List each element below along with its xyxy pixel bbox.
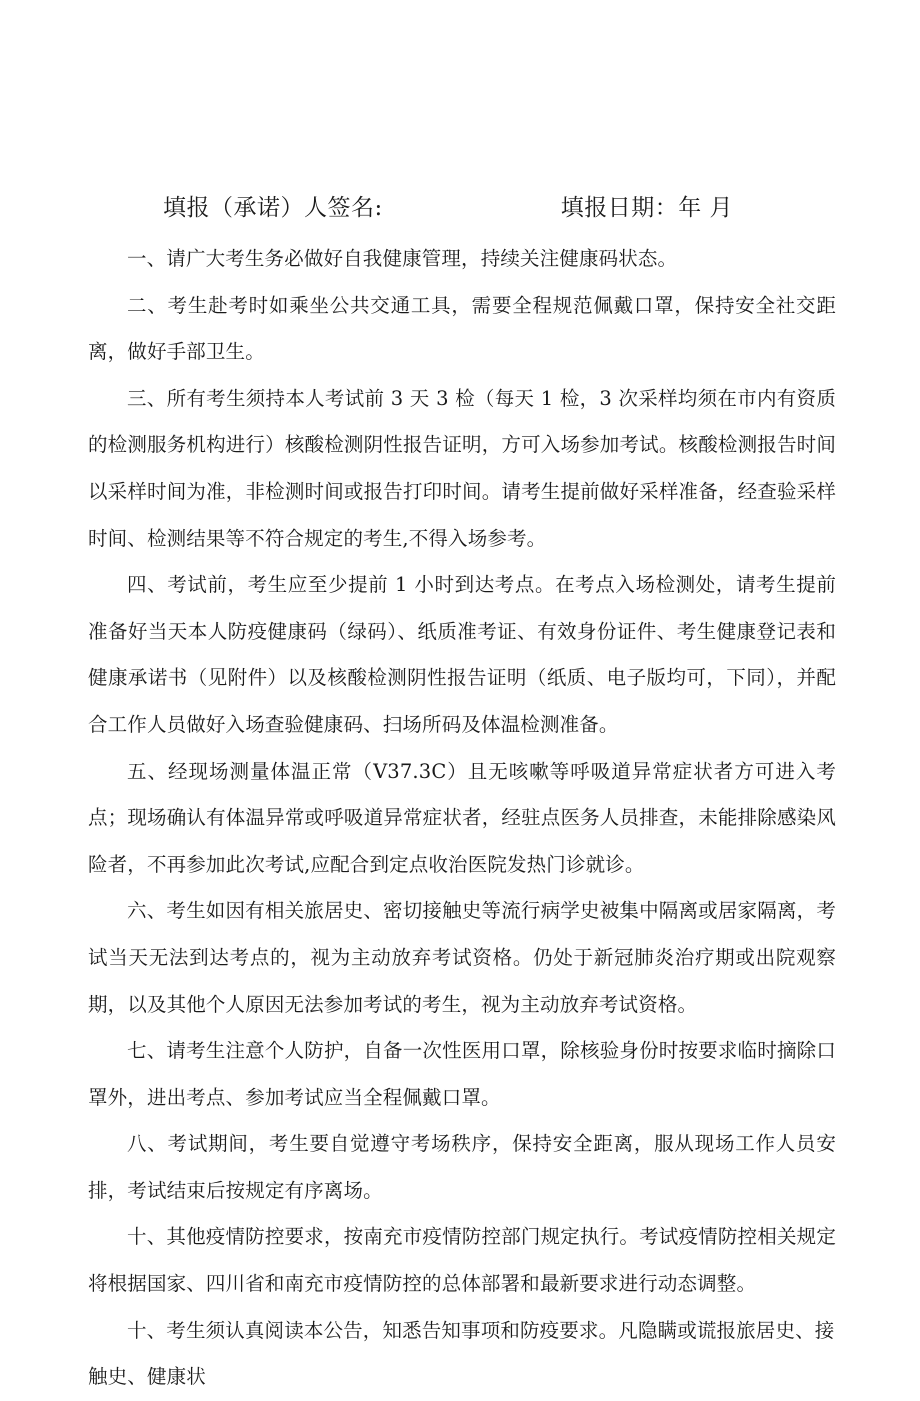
signature-date-line xyxy=(88,188,848,228)
notice-item: 五、经现场测量体温正常（V37.3C）且无咳嗽等呼吸道异常症状者方可进入考点；现场确认有体温异常或呼吸道异常症状者，经驻点医务人员排查，未能排除感染风险者，不再参加此次考试,应配合到定点收治医院发热门诊就诊。 xyxy=(88,759,836,876)
notice-item: 十、考生须认真阅读本公告，知悉告知事项和防疫要求。凡隐瞒或谎报旅居史、接触史、健康状 xyxy=(88,1318,835,1389)
notice-item: 三、所有考生须持本人考试前 3 天 3 检（每天 1 检，3 次采样均须在市内有资质的检测服务机构进行）核酸检测阴性报告证明，方可入场参加考试。核酸检测报告时间以采样时间为准，非检测时间或报告打印时间。请考生提前做好采样准备，经查验采样时间、检测结果等不符合规定的考生,不得入场参考。 xyxy=(88,386,836,550)
notice-item: 四、考试前，考生应至少提前 1 小时到达考点。在考点入场检测处，请考生提前准备好当天本人防疫健康码（绿码）、纸质准考证、有效身份证件、考生健康登记表和健康承诺书（见附件）以及核酸检测阴性报告证明（纸质、电子版均可，下同），并配合工作人员做好入场查验健康码、扫场所码及体温检测准备。 xyxy=(88,573,836,736)
notice-item: 一、请广大考生务必做好自我健康管理，持续关注健康码状态。 xyxy=(127,247,678,270)
notice-item: 十、其他疫情防控要求，按南充市疫情防控部门规定执行。考试疫情防控相关规定将根据国家、四川省和南充市疫情防控的总体部署和最新要求进行动态调整。 xyxy=(88,1225,836,1296)
notice-body xyxy=(88,236,836,1401)
notice-item: 二、考生赴考时如乘坐公共交通工具，需要全程规范佩戴口罩，保持安全社交距离，做好手部卫生。 xyxy=(88,293,836,364)
notice-item: 七、请考生注意个人防护，自备一次性医用口罩，除核验身份时按要求临时摘除口罩外，进出考点、参加考试应当全程佩戴口罩。 xyxy=(88,1039,836,1109)
notice-item: 六、考生如因有相关旅居史、密切接触史等流行病学史被集中隔离或居家隔离，考试当天无法到达考点的，视为主动放弃考试资格。仍处于新冠肺炎治疗期或出院观察期，以及其他个人原因无法参加考试的考生，视为主动放弃考试资格。 xyxy=(88,899,836,1016)
notice-item: 八、考试期间，考生要自觉遵守考场秩序，保持安全距离，服从现场工作人员安排，考试结束后按规定有序离场。 xyxy=(88,1132,836,1202)
signature-label: 填报（承诺）人签名: xyxy=(163,195,383,221)
fill-date-label: 填报日期：年 月 xyxy=(560,195,734,221)
